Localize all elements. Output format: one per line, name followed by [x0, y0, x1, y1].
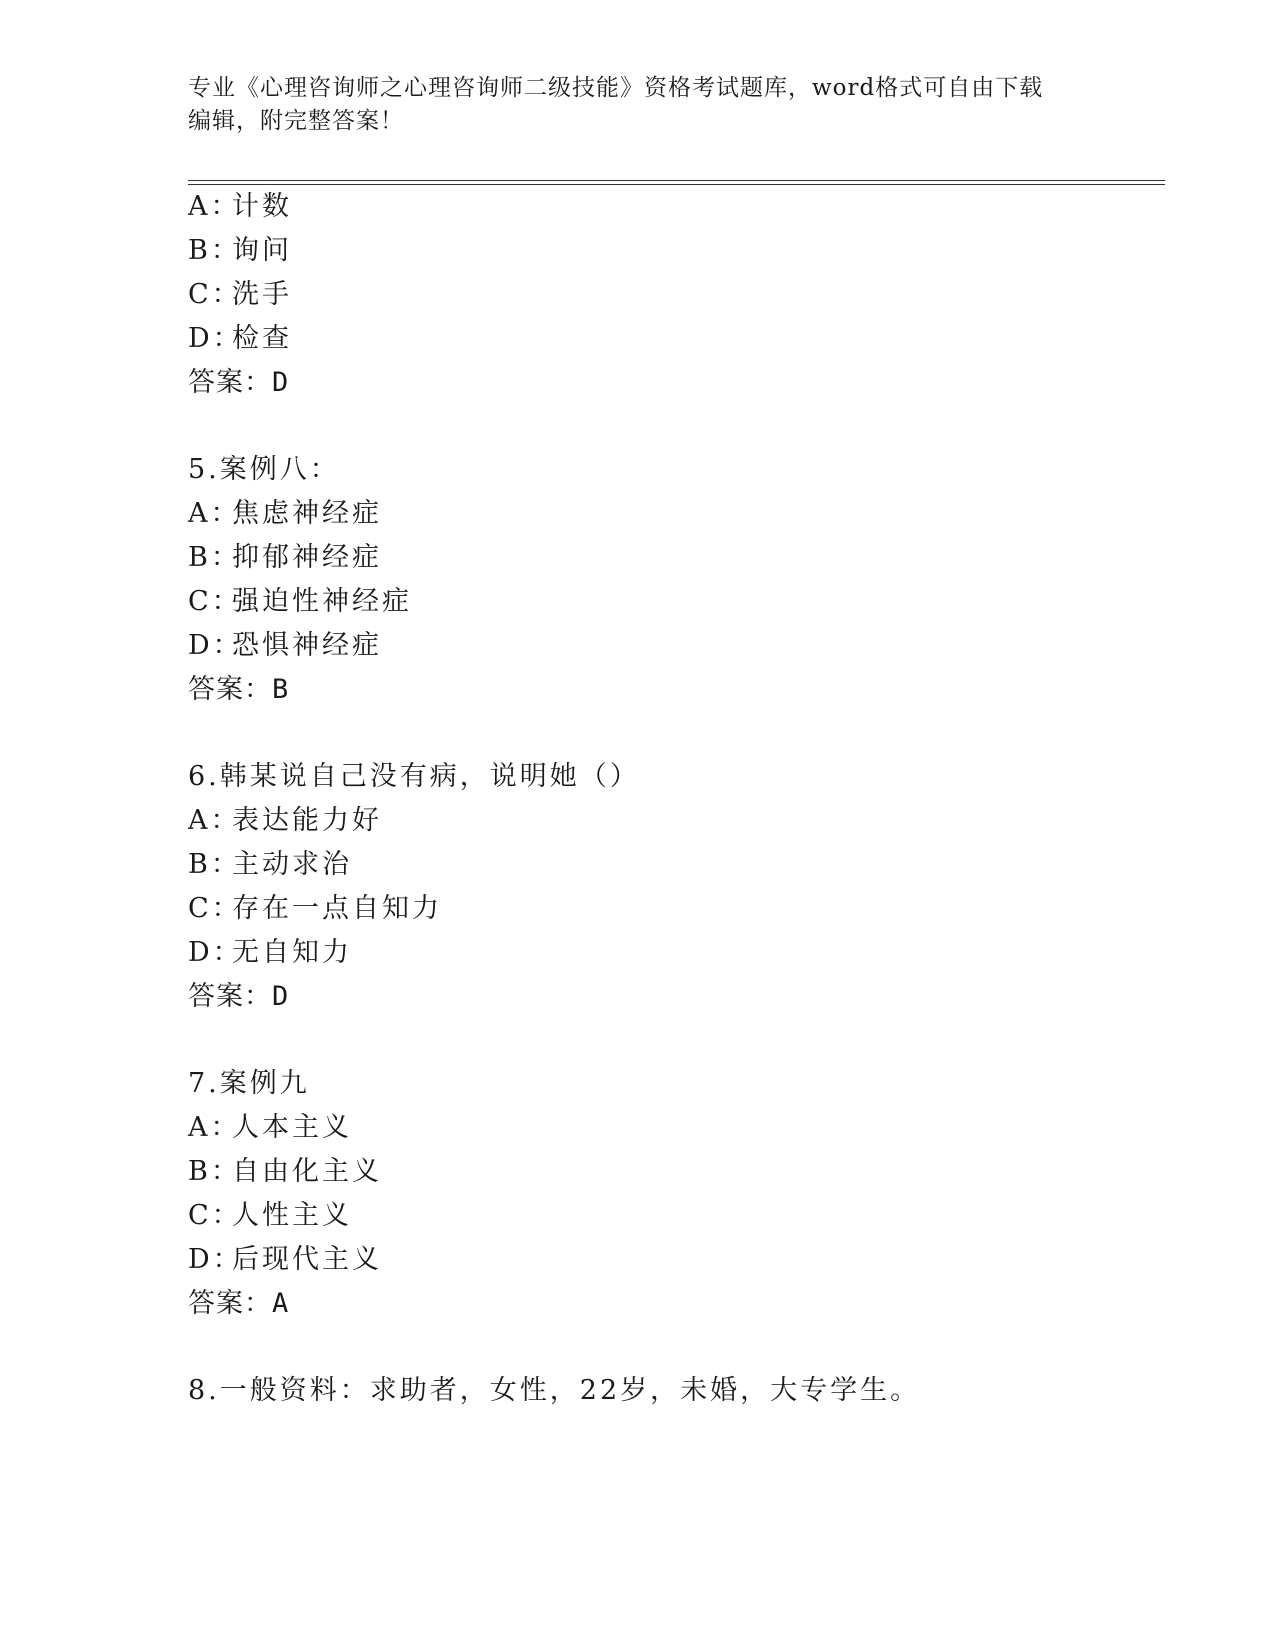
header-divider [188, 180, 1165, 185]
option-key: C： [188, 586, 242, 617]
option-b [188, 1155, 382, 1189]
option-key: A： [188, 191, 241, 222]
header-line-2: 编辑，附完整答案！ [188, 108, 404, 134]
answer-line [188, 980, 289, 1014]
answer-line [188, 673, 289, 707]
option-text: 主动求治 [232, 849, 352, 880]
option-key: B： [188, 542, 241, 573]
option-key: C： [188, 893, 242, 924]
option-d [188, 936, 352, 970]
option-a [188, 804, 382, 838]
header-line-1: 专业《心理咨询师之心理咨询师二级技能》资格考试题库，word格式可自由下载 [188, 75, 1044, 101]
question-6: 6.韩某说自己没有病，说明她（） [188, 761, 640, 792]
option-text: 人本主义 [232, 1112, 352, 1143]
option-text: 存在一点自知力 [232, 893, 442, 924]
option-key: C： [188, 1200, 242, 1231]
option-c [188, 278, 292, 312]
answer-label: 答案： [188, 367, 272, 398]
option-key: D： [188, 937, 243, 968]
question-5: 5.案例八： [188, 454, 340, 485]
option-text: 人性主义 [232, 1200, 352, 1231]
option-d [188, 629, 382, 663]
answer-label: 答案： [188, 981, 272, 1012]
option-d [188, 322, 292, 356]
option-key: A： [188, 498, 241, 529]
answer-line [188, 366, 289, 400]
answer-label: 答案： [188, 1288, 272, 1319]
option-a [188, 1111, 352, 1145]
option-a [188, 190, 292, 224]
option-d [188, 1243, 382, 1277]
option-b [188, 234, 292, 268]
question-7: 7.案例九 [188, 1068, 310, 1099]
option-text: 计数 [232, 191, 292, 222]
option-text: 表达能力好 [232, 805, 382, 836]
option-b [188, 848, 352, 882]
option-c [188, 892, 442, 926]
option-key: B： [188, 849, 241, 880]
answer-value: A [272, 1288, 290, 1319]
option-key: C： [188, 279, 242, 310]
option-key: D： [188, 1244, 243, 1275]
answer-value: D [272, 367, 290, 398]
answer-value: D [272, 981, 290, 1012]
option-key: B： [188, 1156, 241, 1187]
option-text: 无自知力 [232, 937, 352, 968]
option-text: 洗手 [232, 279, 292, 310]
option-text: 后现代主义 [232, 1244, 382, 1275]
option-text: 抑郁神经症 [232, 542, 382, 573]
option-a [188, 497, 382, 531]
option-key: A： [188, 805, 241, 836]
option-b [188, 541, 382, 575]
option-c [188, 1199, 352, 1233]
answer-value: B [272, 674, 290, 705]
option-text: 恐惧神经症 [232, 630, 382, 661]
option-text: 强迫性神经症 [232, 586, 412, 617]
document-header [188, 72, 1088, 138]
option-key: D： [188, 323, 243, 354]
option-text: 检查 [232, 323, 292, 354]
option-text: 询问 [232, 235, 292, 266]
answer-label: 答案： [188, 674, 272, 705]
option-key: A： [188, 1112, 241, 1143]
option-key: D： [188, 630, 243, 661]
option-text: 焦虑神经症 [232, 498, 382, 529]
option-key: B： [188, 235, 241, 266]
option-c [188, 585, 412, 619]
option-text: 自由化主义 [232, 1156, 382, 1187]
question-8: 8.一般资料：求助者，女性，22岁，未婚，大专学生。 [188, 1375, 921, 1406]
answer-line [188, 1287, 289, 1321]
